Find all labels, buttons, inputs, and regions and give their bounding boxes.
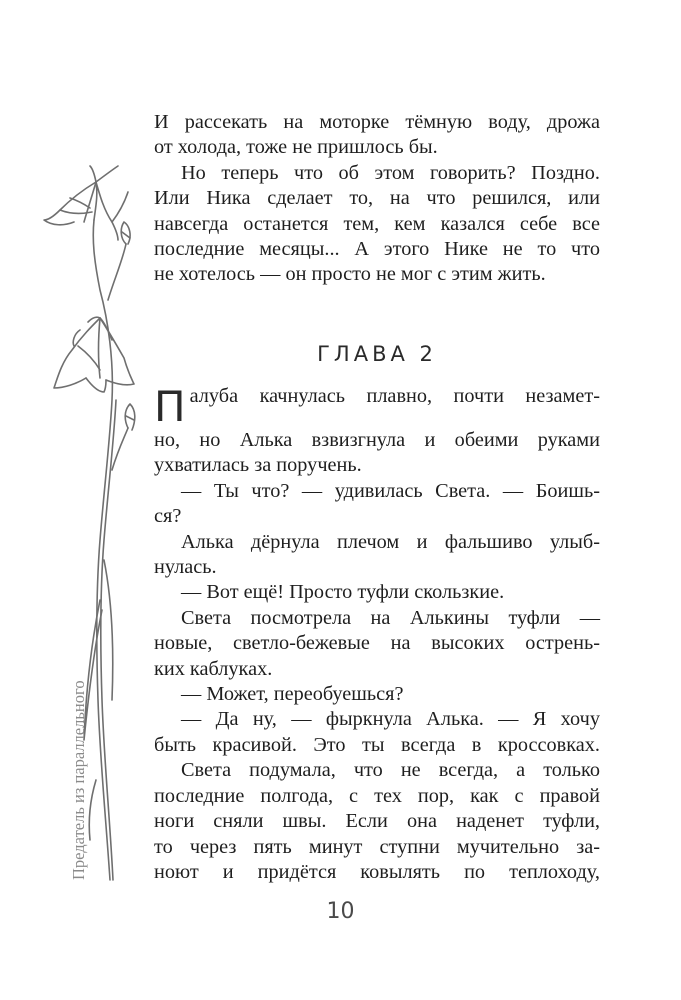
text-line: ухватилась за поручень.: [154, 454, 362, 477]
text-line: ся?: [154, 505, 182, 528]
first-paragraph: [154, 384, 600, 479]
text-line: быть красивой. Это ты всегда в кроссовках.: [154, 733, 600, 756]
text-line: последние месяцы... А этого Нике не то что: [154, 238, 600, 261]
text-line: новые, светло-бежевые на высоких острень-: [154, 632, 600, 655]
text-line: ноют и придётся ковылять по теплоходу,: [154, 860, 600, 883]
drop-cap: П: [154, 382, 186, 431]
text-block-chapter: [154, 384, 600, 885]
text-line: последние полгода, с тех пор, как с правой: [154, 784, 600, 807]
text-line: — Ты что? — удивилась Света. — Боишь-: [181, 479, 600, 502]
text-line: навсегда останется тем, кем казался себе все: [154, 212, 600, 235]
text-line: алуба качнулась плавно, почти незамет-: [189, 385, 600, 407]
text-line: Или Ника сделает то, на что решился, или: [154, 187, 600, 210]
text-line: но, но Алька взвизгнула и обеими руками: [154, 429, 600, 451]
text-line: то через пять минут ступни мучительно за-: [154, 835, 600, 858]
text-line: — Вот ещё! Просто туфли скользкие.: [181, 581, 505, 604]
text-line: ноги сняли швы. Если она наденет туфли,: [154, 810, 600, 833]
bud-upper-icon: [108, 222, 130, 300]
text-line: не хотелось — он просто не мог с этим жить.: [154, 263, 546, 286]
text-line: Света подумала, что не всегда, а только: [181, 759, 600, 782]
text-line: И рассекать на моторке тёмную воду, дрожа: [154, 111, 600, 133]
text-line: — Может, переобуешься?: [181, 683, 404, 706]
text-line: Но теперь что об этом говорить? Поздно.: [181, 161, 600, 184]
text-line: ких каблуках.: [154, 657, 273, 680]
text-line: от холода, тоже не пришлось бы.: [154, 136, 438, 159]
text-block-intro: [154, 110, 600, 288]
text-line: Алька дёрнула плечом и фальшиво улыб-: [181, 530, 600, 553]
text-line: — Да ну, — фыркнула Алька. — Я хочу: [181, 708, 600, 731]
middle-bell-icon: [54, 317, 134, 392]
text-line: Света посмотрела на Алькины туфли —: [181, 606, 600, 629]
chapter-title: ГЛАВА 2: [317, 342, 437, 366]
text-line: нулась.: [154, 556, 217, 579]
upper-bell-icon: [44, 166, 128, 240]
running-title: Предатель из параллельного: [69, 680, 88, 880]
page-number: 10: [326, 899, 355, 924]
